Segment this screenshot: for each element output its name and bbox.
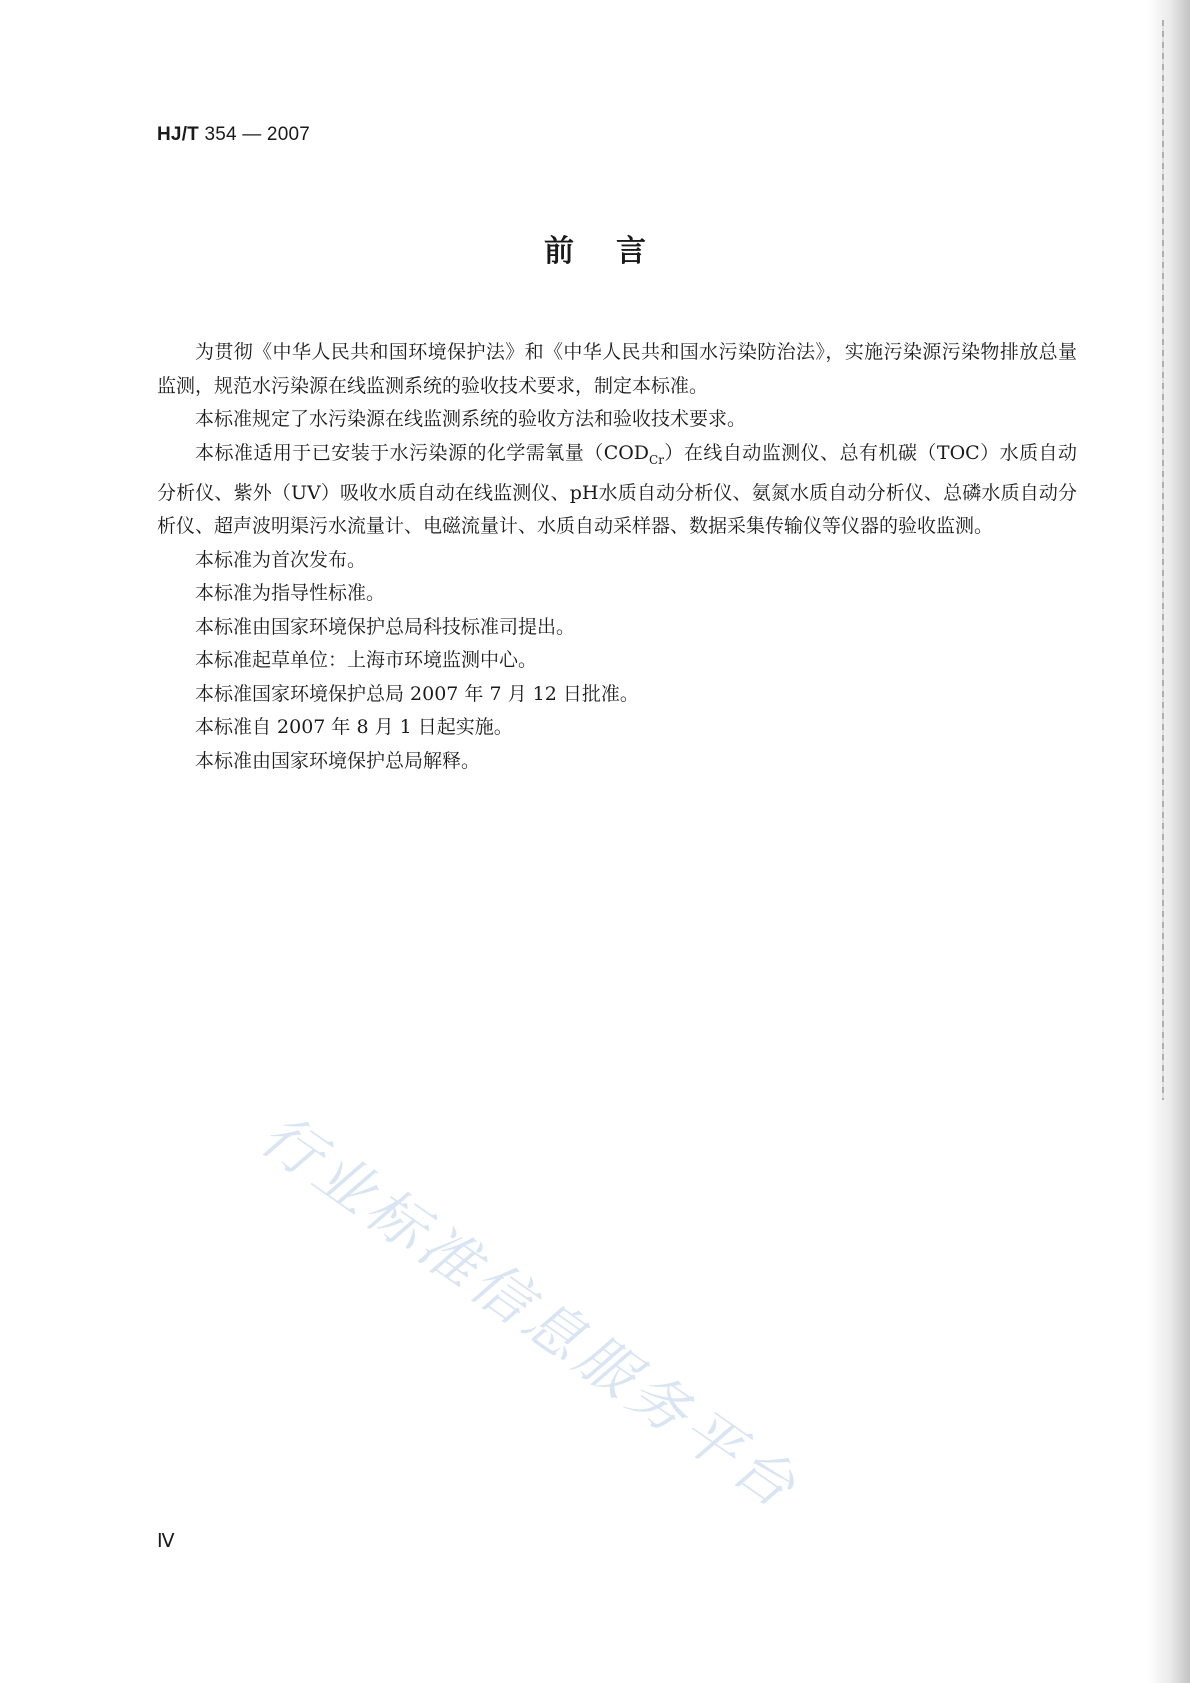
paragraph-effective-date: 本标准自 2007 年 8 月 1 日起实施。 xyxy=(195,716,513,739)
paragraph-scope-summary: 本标准规定了水污染源在线监测系统的验收方法和验收技术要求。 xyxy=(195,408,747,430)
applicability-text-start: 本标准适用于已安装于水污染源的化学需氧量（COD xyxy=(195,441,650,464)
paragraph-first-release: 本标准为首次发布。 xyxy=(195,548,367,571)
paragraph-applicability xyxy=(157,437,1077,544)
page-title: 前言 xyxy=(544,234,688,269)
foreword-body xyxy=(157,336,1077,778)
watermark: 行业标准信息服务平台 xyxy=(248,1100,812,1524)
scan-edge-line xyxy=(1162,20,1164,1100)
standard-code-prefix: HJ/T xyxy=(157,124,199,145)
paragraph-purpose: 为贯彻《中华人民共和国环境保护法》和《中华人民共和国水污染防治法》，实施污染源污染物排放总量监测，规范水污染源在线监测系统的验收技术要求，制定本标准。 xyxy=(157,341,1077,397)
standard-code xyxy=(157,124,310,146)
paragraph-interpretation: 本标准由国家环境保护总局解释。 xyxy=(195,749,481,772)
cod-subscript: Cr xyxy=(649,452,664,467)
page-number: Ⅳ xyxy=(157,1531,175,1552)
paragraph-drafting-unit: 本标准起草单位：上海市环境监测中心。 xyxy=(195,649,538,672)
paragraph-guidance-standard: 本标准为指导性标准。 xyxy=(195,582,386,605)
standard-code-number: 354 — 2007 xyxy=(204,124,310,145)
paragraph-proposer: 本标准由国家环境保护总局科技标准司提出。 xyxy=(195,615,576,638)
paragraph-approval-date: 本标准国家环境保护总局 2007 年 7 月 12 日批准。 xyxy=(195,682,639,705)
applicability-text-end: ）在线自动监测仪、总有机碳（TOC）水质自动分析仪、紫外（UV）吸收水质自动在线监测仪、pH水质自动分析仪、氨氮水质自动分析仪、总磷水质自动分析仪、超声波明渠污水流量计、电磁流量计、水质自动采样器、数据采集传输仪等仪器的验收监测。 xyxy=(157,441,1077,538)
